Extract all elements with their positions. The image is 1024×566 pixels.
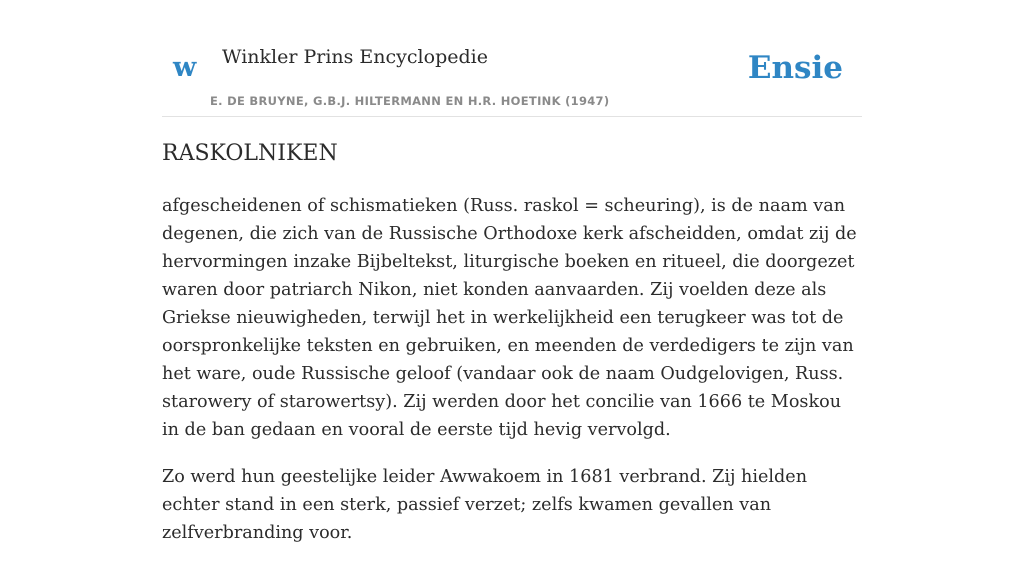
source-header	[162, 0, 862, 117]
source-title[interactable]: Winkler Prins Encyclopedie	[222, 46, 488, 68]
article-paragraph-1: afgescheidenen of schismatieken (Russ. raskol = scheuring), is de naam van degenen, die zich van de Russische Orthodoxe kerk afscheidden, omdat zij de hervormingen inzake Bijbeltekst, liturgische boeken en ritueel, die doorgezet waren door patriarch Nikon, niet konden aanvaarden. Zij voelden deze als Griekse nieuwigheden, terwijl het in werkelijkheid een terugkeer was tot de oorspronkelijke teksten en gebruiken, en meenden de verdedigers te zijn van het ware, oude Russische geloof (vandaar ook de naam Oudgelovigen, Russ. starowery of starowertsy). Zij werden door het concilie van 1666 te Moskou in de ban gedaan en vooral de eerste tijd hevig vervolgd.	[162, 196, 857, 440]
ensie-logo[interactable]: Ensie	[747, 50, 843, 86]
article-paragraph-2: Zo werd hun geestelijke leider Awwakoem in 1681 verbrand. Zij hielden echter stand in een sterk, passief verzet; zelfs kwamen gevallen van zelfverbranding voor.	[162, 467, 808, 543]
article-title: RASKOLNIKEN	[162, 141, 338, 166]
winkler-prins-logo[interactable]: w	[173, 52, 197, 83]
article-body	[162, 192, 862, 566]
source-authors: E. DE BRUYNE, G.B.J. HILTERMANN EN H.R. HOETINK (1947)	[210, 94, 610, 108]
